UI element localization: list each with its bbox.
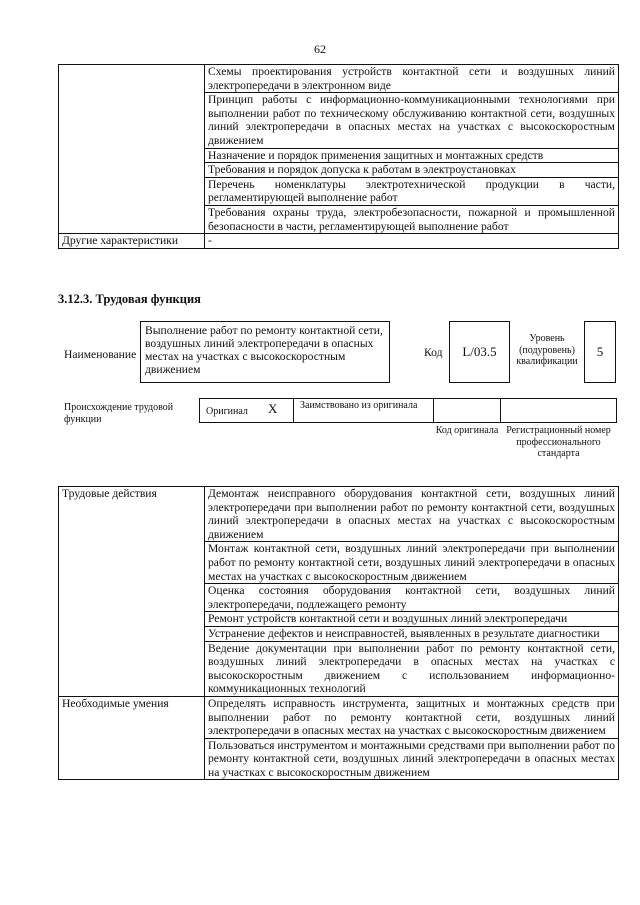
labor-action-item: Демонтаж неисправного оборудования контактной сети, воздушных линий электропередачи при выполнении работ по ремонту контактной сети, воздушных линий электропередачи в опасных местах на участках с высокоскоростным движением (205, 487, 619, 542)
labor-action-item: Оценка состояния оборудования контактной сети, воздушных линий электропередачи, подлежащего ремонту (205, 584, 619, 612)
reg-number-caption: Регистрационный номер профессионального стандарта (506, 425, 611, 459)
labor-function-table (58, 486, 619, 780)
skill-item: Пользоваться инструментом и монтажными средствами при выполнении работ по ремонту контактной сети, воздушных линий электропередачи в опасных местах на участках с высокоскоростным движением (205, 738, 619, 780)
knowledge-table (58, 64, 619, 249)
row-text: Перечень номенклатуры электротехнической продукции в части, регламентирующей выполнение работ (205, 177, 619, 205)
code-value: L/03.5 (462, 344, 497, 359)
table-row (59, 234, 619, 249)
required-skills-label: Необходимые умения (59, 696, 205, 780)
labor-action-item: Монтаж контактной сети, воздушных линий электропередачи при выполнении работ по ремонту контактной сети, воздушных линий электропередачи в опасных местах на участках с высокоскоростным движением (205, 542, 619, 584)
other-characteristics-label: Другие характеристики (59, 234, 205, 249)
function-name-box (140, 321, 390, 383)
row-text: Схемы проектирования устройств контактной сети и воздушных линий электропередачи в электронном виде (205, 65, 619, 93)
row-text: Принцип работы с информационно-коммуникационными технологиями при выполнении работ по техническому обслуживанию контактной сети, воздушных линий электропередачи в опасных местах на участках с высокоскоростным движением (205, 93, 619, 148)
code-original-caption: Код оригинала (435, 425, 499, 436)
row-label (59, 65, 205, 234)
original-mark: X (268, 401, 278, 416)
labor-action-item: Устранение дефектов и неисправностей, выявленных в результате диагностики (205, 626, 619, 641)
other-characteristics-value: - (205, 234, 619, 249)
borrowed-cell (293, 398, 434, 423)
row-text: Требования охраны труда, электробезопасности, пожарной и промышленной безопасности в части, регламентирующей выполнение работ (205, 205, 619, 233)
name-label: Наименование (64, 348, 137, 361)
original-cell (199, 398, 294, 423)
level-value: 5 (596, 344, 604, 359)
code-label: Код (424, 346, 443, 359)
code-original-cell (433, 398, 501, 423)
row-text: Назначение и порядок применения защитных и монтажных средств (205, 148, 619, 163)
level-label: Уровень (подуровень) квалификации (516, 333, 578, 367)
page-number: 62 (314, 42, 326, 56)
table-row (59, 487, 619, 542)
code-box (449, 321, 510, 383)
labor-action-item: Ремонт устройств контактной сети и воздушных линий электропередачи (205, 612, 619, 627)
labor-actions-label: Трудовые действия (59, 487, 205, 697)
skill-item: Определять исправность инструмента, защитных и монтажных средств при выполнении работ по ремонту контактной сети, воздушных линий электропередачи в опасных местах на участках с высокоскоростным движением (205, 696, 619, 738)
origin-label: Происхождение трудовой функции (64, 402, 174, 425)
section-heading: 3.12.3. Трудовая функция (58, 292, 201, 306)
row-text: Требования и порядок допуска к работам в электроустановках (205, 163, 619, 178)
level-box (584, 321, 616, 383)
table-row (59, 65, 619, 93)
original-label: Оригинал (206, 406, 248, 417)
labor-action-item: Ведение документации при выполнении работ по ремонту контактной сети, воздушных линий электропередачи в опасных местах на участках с высокоскоростным движением с использованием информационно-коммуникационных технологий (205, 641, 619, 696)
reg-number-cell (500, 398, 617, 423)
function-name-value: Выполнение работ по ремонту контактной сети, воздушных линий электропередачи в опасных местах на участках с высокоскоростным движением (145, 324, 383, 376)
borrowed-label: Заимствовано из оригинала (300, 400, 418, 411)
table-row (59, 696, 619, 738)
